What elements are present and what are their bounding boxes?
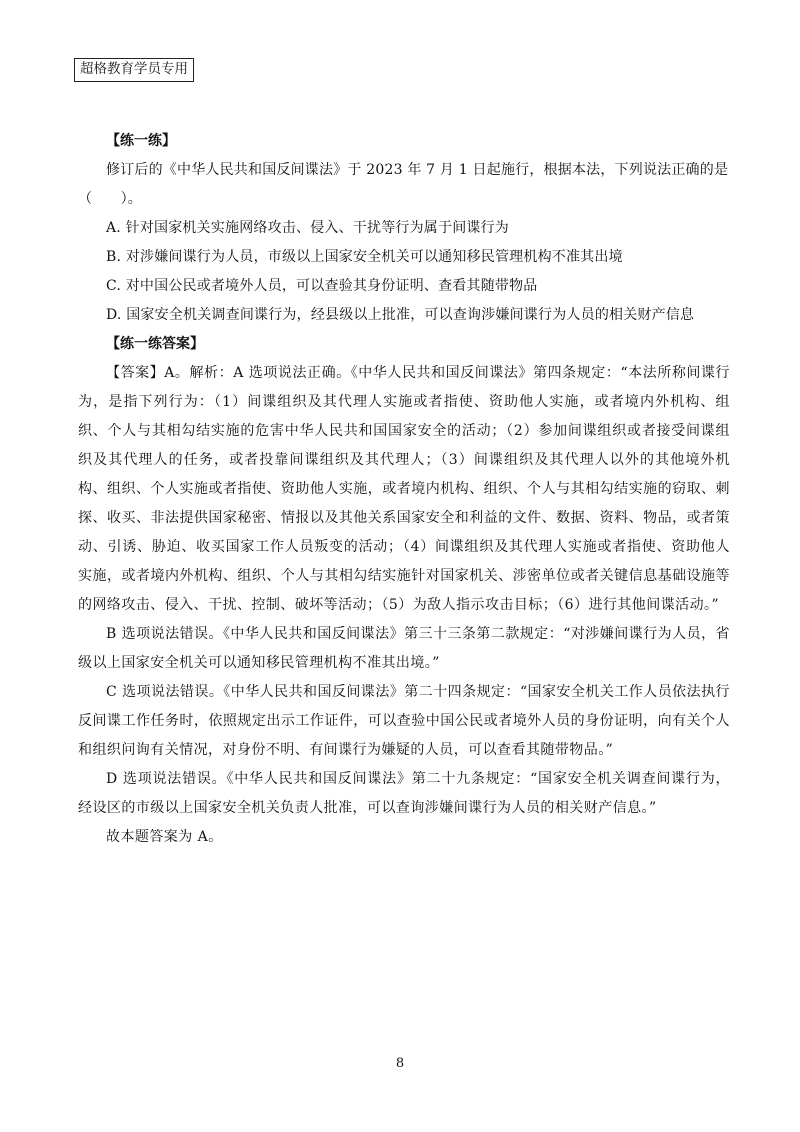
option-d: D. 国家安全机关调查间谍行为，经县级以上批准，可以查询涉嫌间谍行为人员的相关财产信息 [106, 307, 695, 323]
answer-heading: 【练一练答案】 [106, 336, 204, 352]
practice-heading: 【练一练】 [106, 133, 176, 149]
option-b: B. 对涉嫌间谍行为人员，市级以上国家安全机关可以通知移民管理机构不准其出境 [106, 249, 623, 265]
option-a: A. 针对国家机关实施网络攻击、侵入、干扰等行为属于间谍行为 [106, 220, 510, 236]
document-body [78, 127, 730, 852]
answer-paragraph-c: C 选项说法错误。《中华人民共和国反间谍法》第二十四条规定：“国家安全机关工作人员依法执行反间谍工作任务时，依照规定出示工作证件，可以查验中国公民或者境外人员的身份证明，向有关个人和组织问询有关情况，对身份不明、有间谍行为嫌疑的人员，可以查看其随带物品。” [78, 684, 730, 758]
question-text: 修订后的《中华人民共和国反间谍法》于 2023 年 7 月 1 日起施行，根据本法，下列说法正确的是（ ）。 [78, 162, 729, 207]
answer-paragraph-d: D 选项说法错误。《中华人民共和国反间谍法》第二十九条规定：“国家安全机关调查间谍行为，经设区的市级以上国家安全机关负责人批准，可以查询涉嫌间谍行为人员的相关财产信息。” [78, 771, 730, 816]
option-c: C. 对中国公民或者境外人员，可以查验其身份证明、查看其随带物品 [106, 278, 538, 294]
header-label: 超格教育学员专用 [74, 58, 194, 82]
answer-paragraph-a: 【答案】A。解析：A 选项说法正确。《中华人民共和国反间谍法》第四条规定：“本法所称间谍行为，是指下列行为：（1）间谍组织及其代理人实施或者指使、资助他人实施，或者境内外机构、组织、个人与其相勾结实施的危害中华人民共和国国家安全的活动；（2）参加间谍组织或者接受间谍组织及其代理人的任务，或者投靠间谍组织及其代理人；（3）间谍组织及其代理人以外的其他境外机构、组织、个人实施或者指使、资助他人实施，或者境内机构、组织、个人与其相勾结实施的窃取、刺探、收买、非法提供国家秘密、情报以及其他关系国家安全和利益的文件、数据、资料、物品，或者策动、引诱、胁迫、收买国家工作人员叛变的活动；（4）间谍组织及其代理人实施或者指使、资助他人实施，或者境内外机构、组织、个人与其相勾结实施针对国家机关、涉密单位或者关键信息基础设施等的网络攻击、侵入、干扰、控制、破坏等活动；（5）为敌人指示攻击目标；（6）进行其他间谍活动。” [78, 365, 730, 613]
answer-paragraph-b: B 选项说法错误。《中华人民共和国反间谍法》第三十三条第二款规定：“对涉嫌间谍行为人员，省级以上国家安全机关可以通知移民管理机构不准其出境。” [78, 626, 730, 671]
answer-conclusion: 故本题答案为 A。 [106, 829, 223, 845]
page-number: 8 [395, 1056, 405, 1071]
